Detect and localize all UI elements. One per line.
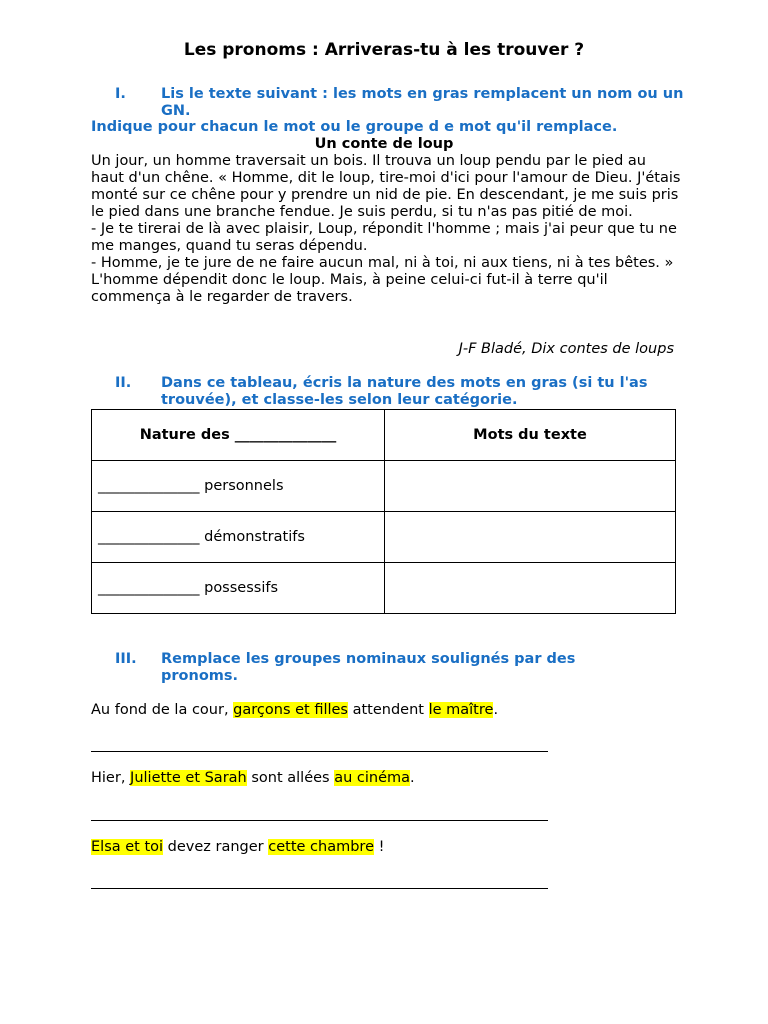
highlighted-group: Juliette et Sarah [130, 770, 247, 786]
sentence-text: . [410, 770, 415, 786]
story-paragraph: - Homme, je te jure de ne faire aucun mal, ni à toi, ni aux tiens, ni à tes bêtes. » [91, 255, 674, 271]
story-author: J-F Bladé, Dix contes de loups [458, 341, 674, 357]
sentence-text: Hier, [91, 770, 131, 786]
table-row-label: ______________ possessifs [92, 563, 385, 614]
story-paragraph: Un jour, un homme traversait un bois. Il trouva un loup pendu par le pied au haut d'un chêne. « Homme, dit le loup, tire-moi d'ici pour l'amour de Dieu. J'étais monté sur ce chêne pour y prendre un nid de pie. En descendant, je me suis pris le pied dans une branche fendue. Je suis perdu, si tu n'as pas pitié de moi. [91, 153, 681, 220]
highlighted-group: au cinéma [334, 770, 411, 786]
table-row-label: ______________ personnels [92, 461, 385, 512]
highlighted-group: garçons et filles [233, 702, 348, 718]
sentence-text: attendent [347, 702, 429, 718]
section-1-instruction: Lis le texte suivant : les mots en gras remplacent un nom ou un GN. [161, 86, 684, 119]
section-1-indique: Indique pour chacun le mot ou le groupe d e mot qu'il remplace. [91, 119, 618, 135]
table-answer-cell[interactable] [385, 512, 676, 563]
exercise-sentence-2 [91, 770, 415, 786]
sentence-text: devez ranger [163, 839, 269, 855]
exercise-sentence-1 [91, 702, 498, 718]
table-answer-cell[interactable] [385, 461, 676, 512]
table-header-row [92, 410, 676, 461]
highlighted-group: le maître [428, 702, 494, 718]
section-2-number: II. [115, 375, 132, 391]
page-title: Les pronoms : Arriveras-tu à les trouver ? [183, 40, 585, 60]
classification-table [91, 409, 676, 614]
table-row [92, 563, 676, 614]
exercise-sentence-3 [91, 839, 384, 855]
sentence-text: . [493, 702, 499, 718]
sentence-text: sont allées [246, 770, 335, 786]
story-title: Un conte de loup [314, 136, 454, 152]
table-row-label: ______________ démonstratifs [92, 512, 385, 563]
answer-line-1[interactable] [91, 751, 548, 752]
story-paragraph: L'homme dépendit donc le loup. Mais, à peine celui-ci fut-il à terre qu'il commença à le regarder de travers. [91, 272, 608, 305]
sentence-text: ! [373, 839, 385, 855]
section-2-instruction: Dans ce tableau, écris la nature des mots en gras (si tu l'as trouvée), et classe-les selon leur catégorie. [161, 375, 648, 408]
section-3-instruction: Remplace les groupes nominaux soulignés par des pronoms. [161, 651, 576, 684]
answer-line-2[interactable] [91, 820, 548, 821]
table-row [92, 512, 676, 563]
highlighted-group: Elsa et toi [91, 839, 164, 855]
answer-line-3[interactable] [91, 888, 548, 889]
story-text [91, 153, 681, 306]
table-header-mots: Mots du texte [385, 410, 676, 461]
section-1-number: I. [115, 86, 126, 102]
section-3-number: III. [115, 651, 137, 667]
table-row [92, 461, 676, 512]
table-answer-cell[interactable] [385, 563, 676, 614]
story-paragraph: - Je te tirerai de là avec plaisir, Loup, répondit l'homme ; mais j'ai peur que tu ne me manges, quand tu seras dépendu. [91, 221, 677, 254]
highlighted-group: cette chambre [268, 839, 374, 855]
sentence-text: Au fond de la cour, [91, 702, 234, 718]
table-header-nature: Nature des ______________ [92, 410, 385, 461]
